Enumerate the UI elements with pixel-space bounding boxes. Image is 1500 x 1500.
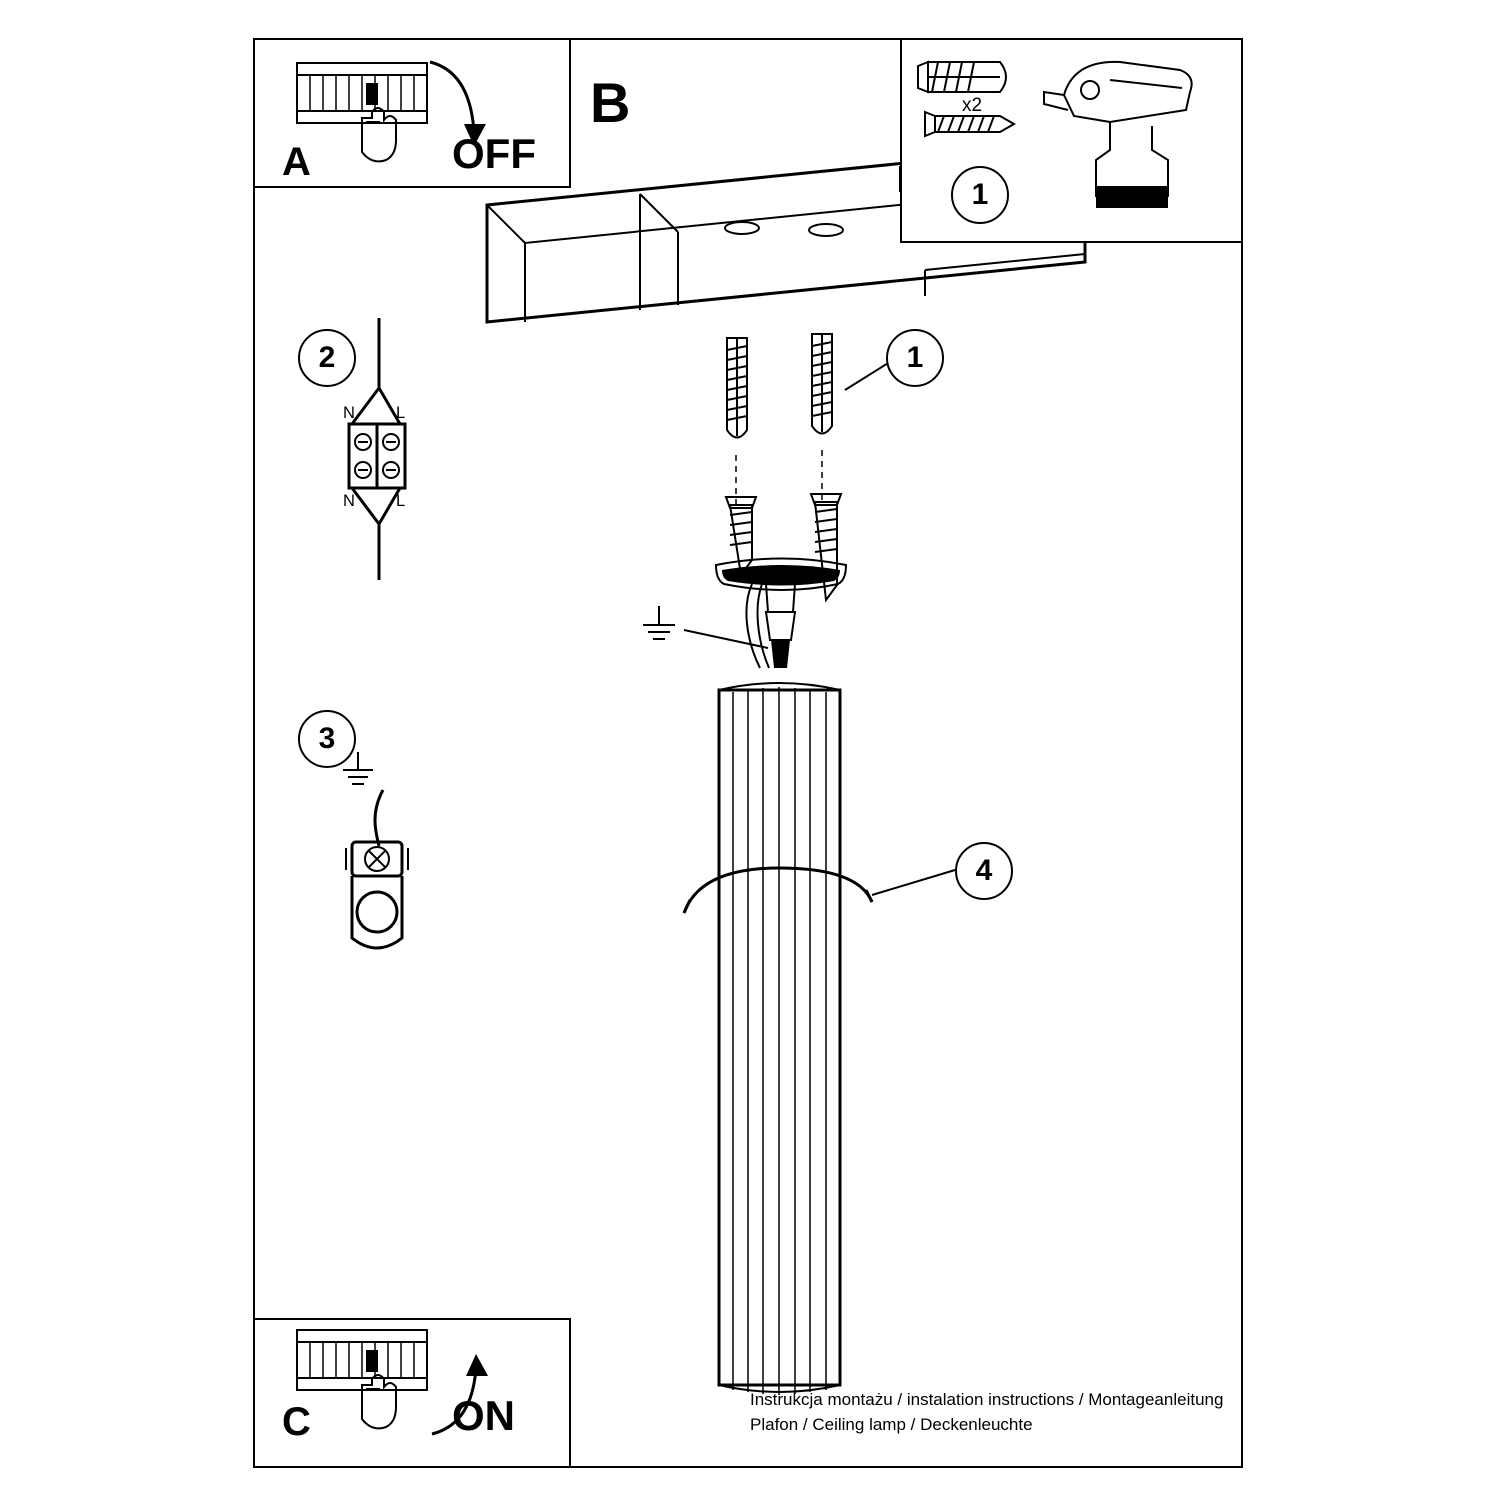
tools-quantity-label: x2: [962, 95, 983, 116]
panel-c-action-label: ON: [452, 1392, 515, 1439]
step-number-2: 2: [298, 329, 356, 387]
caption-line-1: Instrukcja montażu / instalation instructions / Montageanleitung: [750, 1390, 1224, 1409]
step-number-1: 1: [886, 329, 944, 387]
step-number-4: 4: [955, 842, 1013, 900]
tools-number-badge: 1: [951, 166, 1009, 224]
caption-line-2: Plafon / Ceiling lamp / Deckenleuchte: [750, 1415, 1033, 1434]
terminal-label-n-bottom: N: [343, 492, 355, 510]
panel-b-letter: B: [590, 71, 631, 134]
panel-c-letter: C: [282, 1400, 311, 1444]
terminal-label-l-top: L: [396, 404, 406, 422]
step-number-3: 3: [298, 710, 356, 768]
panel-a-letter: A: [282, 140, 311, 184]
terminal-label-n-top: N: [343, 404, 355, 422]
panel-a-action-label: OFF: [452, 130, 536, 177]
terminal-label-l-bottom: L: [396, 492, 406, 510]
